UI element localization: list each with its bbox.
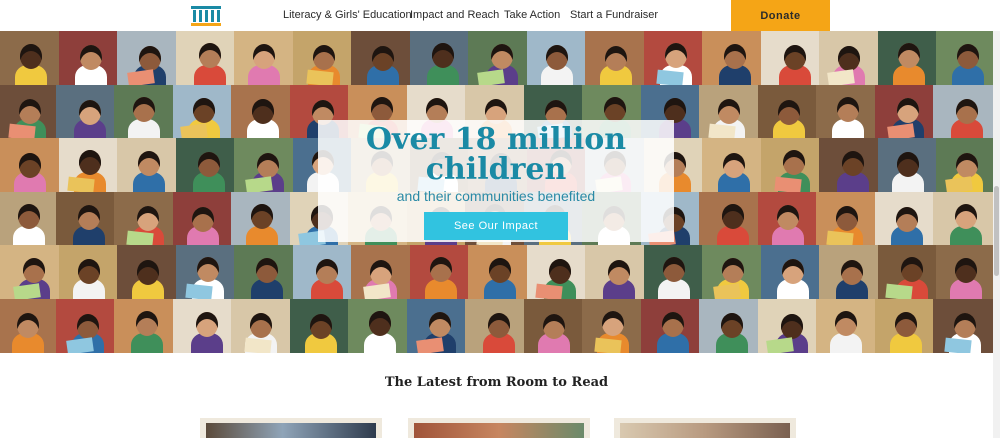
child-face — [543, 314, 565, 339]
child-photo-tile — [56, 192, 116, 252]
child-face — [546, 45, 568, 70]
child-face — [895, 312, 917, 337]
news-card-3[interactable] — [614, 418, 796, 438]
child-face — [253, 44, 275, 69]
child-photo-tile — [699, 192, 759, 252]
child-photo-tile — [114, 192, 174, 252]
child-face — [724, 44, 746, 69]
hero-stat-panel — [318, 120, 674, 242]
child-photo-tile — [816, 192, 876, 252]
child-face — [781, 314, 803, 339]
child-face — [198, 152, 220, 177]
child-photo-tile — [117, 138, 177, 198]
child-face — [193, 98, 215, 123]
child-face — [313, 45, 335, 70]
child-photo-tile — [758, 192, 818, 252]
child-photo-tile — [231, 192, 291, 252]
child-face — [957, 44, 979, 69]
child-photo-tile — [176, 245, 236, 305]
child-face — [838, 46, 860, 71]
child-photo-tile — [351, 31, 411, 91]
child-photo-tile — [878, 245, 938, 305]
child-face — [722, 258, 744, 283]
child-face — [79, 150, 101, 175]
hero-subline: and their communities benefited — [396, 188, 596, 204]
book-shape — [944, 337, 971, 353]
child-photo-tile — [468, 31, 528, 91]
child-face — [137, 206, 159, 231]
child-face — [257, 153, 279, 178]
child-face — [78, 205, 100, 230]
child-figure — [131, 333, 163, 354]
see-our-impact-button[interactable]: See Our Impact — [424, 212, 568, 240]
child-face — [488, 313, 510, 338]
child-face — [138, 151, 160, 176]
child-photo-tile — [0, 85, 57, 145]
child-face — [426, 98, 448, 123]
child-photo-tile — [234, 138, 294, 198]
child-photo-tile — [59, 245, 119, 305]
child-face — [371, 97, 393, 122]
book-shape — [594, 337, 621, 353]
child-photo-tile — [231, 299, 291, 354]
child-photo-tile — [410, 31, 470, 91]
child-face — [197, 257, 219, 282]
child-photo-tile — [933, 192, 993, 252]
child-figure — [364, 333, 396, 354]
news-card-1-image — [206, 423, 376, 438]
child-face — [663, 257, 685, 282]
child-photo-tile — [527, 245, 587, 305]
nav-link-take-action[interactable]: Take Action — [504, 9, 561, 21]
child-photo-tile — [699, 85, 759, 145]
child-face — [778, 100, 800, 125]
child-photo-tile — [465, 299, 525, 354]
child-photo-tile — [527, 31, 587, 91]
child-photo-tile — [875, 299, 935, 354]
child-photo-tile — [585, 245, 645, 305]
child-face — [783, 150, 805, 175]
hero-headline-line2: children — [425, 152, 567, 187]
child-photo-tile — [585, 31, 645, 91]
child-photo-tile — [819, 245, 879, 305]
child-face — [79, 100, 101, 125]
child-photo-tile — [0, 138, 60, 198]
child-photo-tile — [524, 299, 584, 354]
hero-headline — [318, 122, 674, 187]
child-face — [310, 314, 332, 339]
child-photo-tile — [936, 245, 993, 305]
child-face — [722, 204, 744, 229]
child-face — [19, 99, 41, 124]
child-photo-tile — [819, 138, 879, 198]
child-photo-tile — [702, 138, 762, 198]
child-photo-tile — [936, 31, 993, 91]
child-face — [896, 207, 918, 232]
book-shape — [66, 337, 94, 353]
child-face — [23, 258, 45, 283]
child-face — [137, 260, 159, 285]
child-photo-tile — [702, 245, 762, 305]
child-photo-tile — [348, 299, 408, 354]
child-photo-tile — [173, 85, 233, 145]
child-photo-tile — [875, 85, 935, 145]
child-face — [897, 98, 919, 123]
child-photo-tile — [114, 85, 174, 145]
book-shape — [244, 337, 271, 353]
news-card-3-image — [620, 423, 790, 438]
child-photo-tile — [351, 245, 411, 305]
child-photo-tile — [816, 299, 876, 354]
child-photo-tile — [468, 245, 528, 305]
child-face — [18, 204, 40, 229]
child-photo-tile — [117, 245, 177, 305]
nav-link-literacy-girls-education[interactable]: Literacy & Girls' Education — [283, 9, 412, 21]
child-face — [608, 260, 630, 285]
news-card-1[interactable] — [200, 418, 382, 438]
donate-button[interactable]: Donate — [731, 0, 830, 31]
child-photo-tile — [875, 192, 935, 252]
child-face — [250, 313, 272, 338]
child-photo-tile — [644, 245, 704, 305]
child-face — [605, 46, 627, 71]
child-photo-tile — [407, 299, 467, 354]
latest-section-heading: The Latest from Room to Read — [384, 375, 609, 390]
child-photo-tile — [0, 245, 60, 305]
child-photo-tile — [410, 245, 470, 305]
child-photo-tile — [59, 138, 119, 198]
vertical-scrollbar[interactable] — [993, 31, 1000, 438]
child-face — [897, 152, 919, 177]
child-photo-tile — [816, 85, 876, 145]
child-photo-tile — [231, 85, 291, 145]
child-face — [954, 313, 976, 338]
child-face — [139, 46, 161, 71]
child-photo-tile — [173, 192, 233, 252]
child-photo-tile — [0, 299, 57, 354]
child-photo-tile — [878, 31, 938, 91]
child-face — [842, 151, 864, 176]
child-photo-tile — [0, 192, 57, 252]
child-photo-tile — [761, 245, 821, 305]
child-photo-tile — [234, 245, 294, 305]
child-face — [836, 206, 858, 231]
child-photo-tile — [0, 31, 60, 91]
child-face — [80, 45, 102, 70]
child-face — [196, 312, 218, 337]
child-face — [723, 153, 745, 178]
child-photo-tile — [641, 299, 701, 354]
child-photo-tile — [176, 31, 236, 91]
child-face — [432, 43, 454, 68]
child-face — [956, 153, 978, 178]
child-face — [784, 45, 806, 70]
child-photo-tile — [758, 299, 818, 354]
child-photo-tile — [878, 138, 938, 198]
child-figure — [830, 333, 862, 354]
child-face — [662, 312, 684, 337]
news-card-2-image — [414, 423, 584, 438]
child-photo-tile — [293, 31, 353, 91]
nav-link-start-a-fundraiser[interactable]: Start a Fundraiser — [570, 9, 659, 21]
child-face — [841, 260, 863, 285]
top-navigation — [0, 0, 1000, 32]
child-face — [837, 97, 859, 122]
child-photo-tile — [114, 299, 174, 354]
child-face — [372, 46, 394, 71]
child-photo-tile — [290, 299, 350, 354]
child-face — [782, 259, 804, 284]
child-face — [78, 259, 100, 284]
child-face — [430, 257, 452, 282]
child-face — [955, 204, 977, 229]
child-face — [369, 311, 391, 336]
hero-headline-line1: Over 18 million — [365, 122, 627, 157]
child-face — [20, 44, 42, 69]
child-photo-tile — [56, 299, 116, 354]
book-shape — [766, 337, 794, 353]
child-face — [491, 44, 513, 69]
room-to-read-logo-icon[interactable] — [190, 6, 222, 26]
child-face — [955, 258, 977, 283]
child-photo-tile — [758, 85, 818, 145]
child-photo-tile — [761, 31, 821, 91]
child-photo-tile — [176, 138, 236, 198]
child-photo-tile — [234, 31, 294, 91]
news-card-2[interactable] — [408, 418, 590, 438]
child-face — [602, 311, 624, 336]
child-face — [489, 258, 511, 283]
child-face — [17, 313, 39, 338]
child-face — [721, 313, 743, 338]
child-photo-tile — [761, 138, 821, 198]
child-face — [192, 207, 214, 232]
child-photo-tile — [173, 299, 233, 354]
child-face — [199, 43, 221, 68]
child-photo-tile — [59, 31, 119, 91]
child-photo-tile — [933, 299, 993, 354]
child-face — [429, 312, 451, 337]
child-face — [256, 258, 278, 283]
child-face — [19, 153, 41, 178]
nav-link-impact-and-reach[interactable]: Impact and Reach — [410, 9, 500, 21]
child-photo-tile — [644, 31, 704, 91]
child-face — [777, 205, 799, 230]
child-photo-tile — [936, 138, 993, 198]
child-face — [549, 259, 571, 284]
child-face — [316, 259, 338, 284]
child-face — [664, 98, 686, 123]
child-face — [604, 97, 626, 122]
child-face — [370, 260, 392, 285]
child-photo-tile — [293, 245, 353, 305]
child-face — [835, 311, 857, 336]
child-face — [251, 204, 273, 229]
child-face — [898, 43, 920, 68]
scrollbar-thumb[interactable] — [994, 186, 999, 276]
child-photo-tile — [56, 85, 116, 145]
child-face — [133, 97, 155, 122]
child-photo-tile — [702, 31, 762, 91]
child-face — [665, 43, 687, 68]
child-photo-tile — [582, 299, 642, 354]
child-face — [956, 99, 978, 124]
child-photo-tile — [117, 31, 177, 91]
child-photo-tile — [933, 85, 993, 145]
child-face — [77, 314, 99, 339]
child-face — [136, 311, 158, 336]
book-shape — [416, 337, 444, 353]
child-photo-tile — [699, 299, 759, 354]
child-photo-tile — [819, 31, 879, 91]
child-face — [718, 99, 740, 124]
child-face — [252, 99, 274, 124]
child-face — [901, 257, 923, 282]
